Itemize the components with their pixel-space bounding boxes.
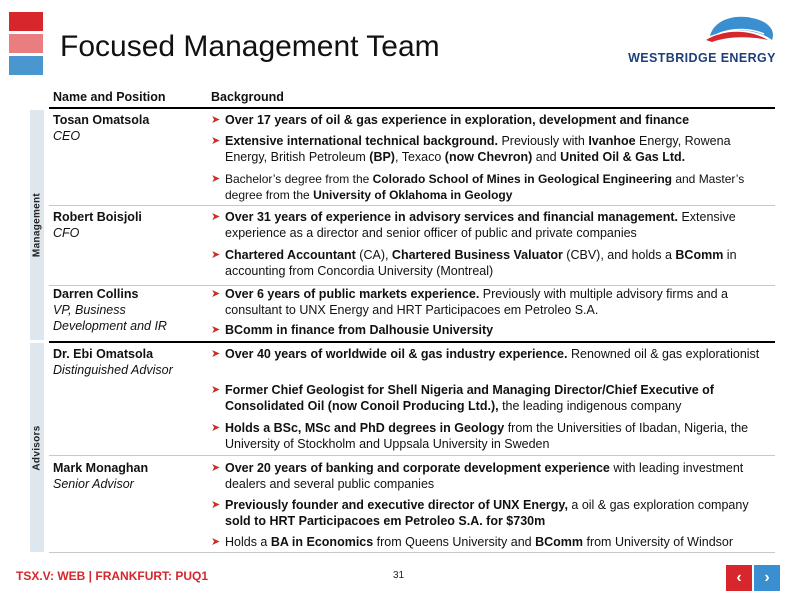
bullet [211, 286, 771, 318]
person-cell [53, 460, 148, 492]
bullet-text: Former Chief Geologist for Shell Nigeria and Managing Director/Chief Executive of Consolidated Oil (now Conoil Producing Ltd.), the leading indigenous company [225, 383, 714, 413]
bullet-text: Over 6 years of public markets experience. Previously with multiple advisory firms and a consultant to UNX Energy and HRT Participacoes em Petroleo S.A. [225, 287, 728, 317]
person-name: Dr. Ebi Omatsola [53, 347, 154, 361]
section-divider [49, 341, 775, 343]
arrow-bullet-icon: ➤ [211, 462, 221, 474]
decor-square-red [9, 12, 43, 31]
arrow-bullet-icon: ➤ [211, 173, 221, 185]
bullet-text: Over 20 years of banking and corporate development experience with leading investment dealers and several public companies [225, 461, 744, 491]
next-slide-button[interactable] [754, 565, 780, 591]
row-divider [49, 552, 775, 553]
person-position: VP, Business Development and IR [53, 303, 167, 333]
arrow-bullet-icon: ➤ [211, 288, 221, 300]
page-title: Focused Management Team [60, 30, 440, 63]
bullet-text: BComm in finance from Dalhousie University [225, 323, 494, 337]
person-cell [53, 112, 149, 144]
bullet-text: Extensive international technical background. Previously with Ivanhoe Energy, Rowena Energy, British Petroleum (BP), Texaco (now Chevron) and United Oil & Gas Ltd. [225, 134, 731, 164]
arrow-bullet-icon: ➤ [211, 135, 221, 147]
section-label-management: Management [31, 192, 43, 258]
arrow-bullet-icon: ➤ [211, 536, 221, 548]
bullet [211, 112, 771, 128]
person-position: CEO [53, 129, 81, 143]
bullet [211, 382, 771, 414]
row-divider [49, 455, 775, 456]
arrow-bullet-icon: ➤ [211, 499, 221, 511]
person-name: Robert Boisjoli [53, 210, 142, 224]
chevron-left-icon: ‹ [736, 569, 742, 586]
bullet [211, 460, 771, 492]
person-cell [53, 346, 173, 378]
arrow-bullet-icon: ➤ [211, 211, 221, 223]
person-cell [53, 209, 142, 241]
arrow-bullet-icon: ➤ [211, 422, 221, 434]
header-divider [49, 107, 775, 109]
person-name: Darren Collins [53, 287, 139, 301]
bullet-text: Over 40 years of worldwide oil & gas industry experience. Renowned oil & gas explorationist [225, 347, 760, 361]
person-position: Senior Advisor [53, 477, 134, 491]
bullet [211, 346, 771, 362]
footer-ticker: TSX.V: WEB | FRANKFURT: PUQ1 [16, 569, 209, 583]
bullet-text: Bachelor’s degree from the Colorado School of Mines in Geological Engineering and Master’s degree from the University of Oklahoma in Geology [225, 172, 745, 202]
person-name: Tosan Omatsola [53, 113, 150, 127]
bullet-text: Over 17 years of oil & gas experience in exploration, development and finance [225, 113, 690, 127]
bullet-text: Holds a BSc, MSc and PhD degrees in Geology from the Universities of Ibadan, Nigeria, the University of Stockholm and Uppsala University in Sweden [225, 421, 749, 451]
page-number: 31 [393, 570, 405, 581]
bullet-text: Chartered Accountant (CA), Chartered Business Valuator (CBV), and holds a BComm in accounting from Concordia University (Montreal) [225, 248, 737, 278]
column-header-name: Name and Position [53, 90, 166, 104]
person-cell [53, 286, 193, 334]
decor-square-blue [9, 56, 43, 75]
bullet [211, 133, 771, 165]
chevron-right-icon: › [764, 569, 770, 586]
bullet [211, 171, 771, 203]
arrow-bullet-icon: ➤ [211, 249, 221, 261]
bullet [211, 322, 771, 338]
decor-square-pink [9, 34, 43, 53]
bullet [211, 247, 771, 279]
column-header-background: Background [211, 90, 284, 104]
bullet [211, 209, 771, 241]
person-position: CFO [53, 226, 80, 240]
bullet [211, 420, 771, 452]
bullet [211, 497, 771, 529]
arrow-bullet-icon: ➤ [211, 348, 221, 360]
section-label-advisors: Advisors [31, 425, 43, 471]
arrow-bullet-icon: ➤ [211, 384, 221, 396]
logo-text: WESTBRIDGE ENERGY [628, 51, 776, 65]
bullet [211, 534, 771, 550]
person-name: Mark Monaghan [53, 461, 149, 475]
prev-slide-button[interactable] [726, 565, 752, 591]
bullet-text: Holds a BA in Economics from Queens University and BComm from University of Windsor [225, 535, 734, 549]
arrow-bullet-icon: ➤ [211, 324, 221, 336]
bullet-text: Over 31 years of experience in advisory services and financial management. Extensive experience as a director and senior officer of public and private companies [225, 210, 736, 240]
arrow-bullet-icon: ➤ [211, 114, 221, 126]
row-divider [49, 205, 775, 206]
westbridge-energy-logo [622, 10, 782, 70]
bullet-text: Previously founder and executive director of UNX Energy, a oil & gas exploration company sold to HRT Participacoes em Petroleo S.A. for $730m [225, 498, 749, 528]
person-position: Distinguished Advisor [53, 363, 173, 377]
